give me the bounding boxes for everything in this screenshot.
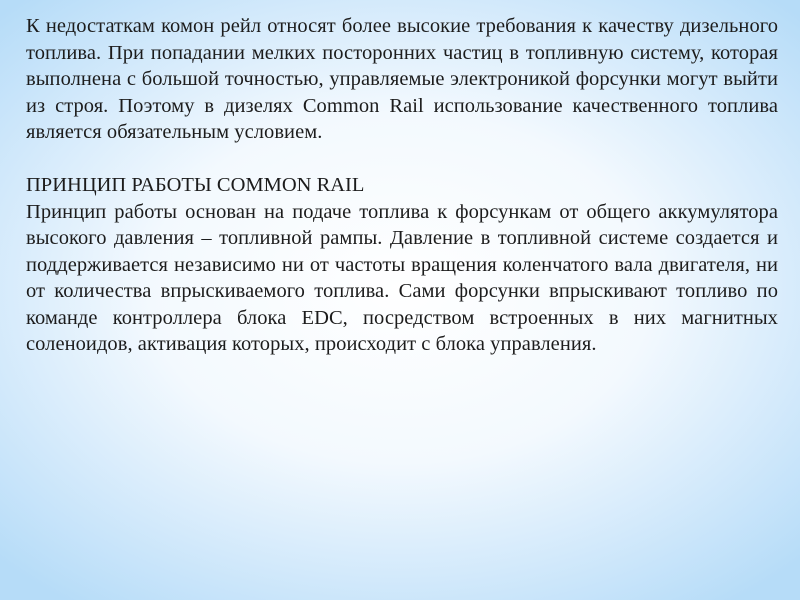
paragraph-gap bbox=[26, 146, 778, 173]
section-heading: ПРИНЦИП РАБОТЫ COMMON RAIL bbox=[26, 174, 365, 196]
paragraph-principle: Принцип работы основан на подаче топлива к форсункам от общего аккумулятора высокого давления – топливной рампы. Давление в топливной системе создается и поддерживается независимо ни от частоты вращения коленчатого вала двигателя, ни от количества впрыскиваемого топлива. Сами форсунки впрыскивают топливо по команде контроллера блока EDC, посредством встроенных в них магнитных соленоидов, активация которых, происходит с блока управления. bbox=[26, 200, 778, 355]
paragraph-disadvantages: К недостаткам комон рейл относят более высокие требования к качеству дизельного топлива. При попадании мелких посторонних частиц в топливную систему, которая выполнена с большой точностью, управляемые электроникой форсунки могут выйти из строя. Поэтому в дизелях Common Rail использование качественного топлива является обязательным условием. bbox=[26, 15, 778, 143]
slide-content bbox=[26, 13, 778, 358]
